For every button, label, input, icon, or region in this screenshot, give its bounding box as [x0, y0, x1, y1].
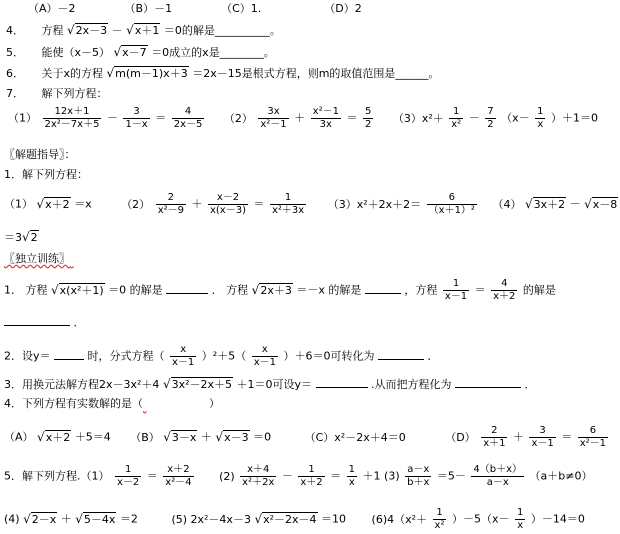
fraction: $\frac{1}{\text{x²}}$: [451, 106, 462, 130]
question-text: 2．设y＝: [4, 349, 51, 363]
radical: √3－x: [163, 429, 197, 444]
question-number: 7．: [6, 87, 24, 100]
radical: √m(m－1)x＋3: [106, 66, 188, 80]
punctuation: ．: [524, 378, 536, 391]
item-label: （1）: [4, 197, 33, 211]
item-label: (2): [219, 469, 235, 483]
operator: ＝: [146, 469, 158, 483]
question-text: ＝0 的解是: [108, 283, 163, 297]
option-label: （D）: [445, 430, 476, 444]
question-4: [6, 22, 281, 38]
operator: ＋: [512, 430, 524, 444]
answer-blank[interactable]: [166, 283, 208, 294]
question-text: ）: [209, 397, 220, 410]
radical: √x＋1: [126, 23, 160, 37]
fraction: $\frac{\text{x²－1}}{3x}$: [312, 106, 339, 130]
question-text: ）＋6＝0可转化为: [283, 349, 375, 363]
radical: √x²－2x－4: [254, 511, 317, 526]
question-text: ，方程: [404, 283, 438, 297]
expression: （3）x²＋2x＋2＝: [327, 197, 422, 211]
radical: √2－x: [23, 511, 57, 526]
option-label: （B）: [130, 430, 160, 444]
expression: ＋5＝4: [74, 430, 111, 444]
fraction: $\frac{1}{x-2}$: [117, 464, 140, 488]
operator: ＝: [346, 111, 358, 125]
radical: √2x－3: [67, 23, 108, 37]
fraction: $\frac{7}{2}$: [487, 106, 494, 130]
radical: √5－4x: [75, 511, 116, 526]
expression: ）－14＝0: [530, 512, 585, 526]
fraction: $\frac{2}{\text{x²－9}}$: [157, 192, 184, 216]
training-question-2: [4, 344, 439, 369]
expression: （a＋b≠0）: [529, 469, 593, 483]
punctuation: ．: [73, 316, 85, 329]
guide-title: [4, 146, 76, 162]
training-question-4: [4, 395, 220, 411]
training-question-5: [4, 464, 593, 489]
question-text: 关于x的方程: [41, 67, 104, 80]
guide-equation-continued: [4, 229, 39, 245]
question-text: 方程: [25, 283, 48, 297]
operator: －: [468, 111, 480, 125]
operator: ＝: [155, 111, 167, 125]
fraction: $\frac{a-x}{b+x}$: [407, 464, 430, 488]
fraction: $\frac{4(b+x)}{a-x}$: [473, 464, 523, 488]
expression: ＝2: [119, 512, 138, 526]
operator: －: [106, 111, 118, 125]
fraction: $\frac{2}{x+1}$: [483, 425, 506, 449]
fraction: $\frac{1}{\text{x²＋3x}}$: [272, 192, 305, 216]
operator: ＝: [253, 197, 265, 211]
option-d: （D）2: [324, 2, 362, 15]
minus-sign: －: [111, 24, 123, 37]
option-label: （C）x²－2x＋4＝0: [304, 430, 406, 444]
fraction: $\frac{3}{x-1}$: [531, 425, 554, 449]
punctuation: ．: [427, 349, 439, 363]
question-7-equations: [8, 106, 598, 131]
operator: －: [281, 469, 293, 483]
question-7: [6, 85, 108, 101]
fraction: $\frac{1}{x}$: [517, 507, 524, 531]
item-label: （2）: [223, 111, 253, 125]
fraction: $\frac{3x}{\text{x²－1}}$: [260, 106, 287, 130]
question-number: 4．: [6, 24, 24, 37]
fraction: $\frac{1}{x}$: [537, 106, 544, 130]
operator: ＋: [60, 512, 72, 526]
operator: ＝: [561, 430, 573, 444]
question-5: [6, 44, 275, 60]
fraction: $\frac{x+2}{\text{x²－4}}$: [165, 464, 192, 488]
operator: ＝: [330, 469, 342, 483]
fraction: $\frac{x}{x-1}$: [172, 344, 195, 368]
operator: ＝: [474, 283, 486, 297]
question-text: ＋1＝0可设y＝: [236, 378, 313, 391]
question-text: ＝0成立的x是________。: [151, 46, 275, 59]
radical: √3x²－2x＋5: [162, 377, 233, 391]
training-question-4-options: [4, 425, 610, 450]
fraction: $\frac{x-2}{x(x-3)}$: [209, 192, 246, 216]
expression: (5) 2x²－4x－3: [171, 512, 251, 526]
question-number: 5．: [6, 46, 24, 59]
answer-blank[interactable]: [365, 283, 401, 294]
expression: ＝3: [4, 231, 22, 244]
question-text: 解下列方程：: [41, 87, 108, 100]
fraction: $\frac{1}{x+2}$: [300, 464, 323, 488]
question-text: .从而把方程化为: [371, 378, 452, 391]
radical: √x－3: [215, 429, 249, 444]
item-label: （4）: [492, 197, 522, 211]
question-number: 6．: [6, 67, 24, 80]
radical: √x＋2: [37, 429, 71, 444]
answer-blank[interactable]: [378, 349, 424, 360]
fraction: $\frac{1}{x}$: [348, 464, 356, 488]
question-text: ＝－x 的解是: [296, 283, 362, 297]
question-text: 方程: [41, 24, 64, 37]
section-heading: 〖解题指导〗：: [4, 148, 76, 161]
fraction: $\frac{3}{1-x}$: [125, 106, 148, 130]
operator: ＋: [191, 197, 203, 211]
operator: ＋: [200, 430, 212, 444]
answer-blank[interactable]: [54, 349, 84, 360]
expression: ）＋1＝0: [550, 111, 598, 125]
expression: ）²＋5（: [201, 349, 247, 363]
item-label: （2）: [121, 197, 151, 211]
fraction: $\frac{5}{2}$: [364, 106, 372, 130]
radical: √x＋2: [36, 196, 70, 211]
section-heading: 〖独立训练〗: [4, 252, 70, 265]
question-text: ． 方程: [211, 283, 249, 297]
item-label: （1）: [8, 111, 37, 125]
option-label: （A）: [4, 430, 34, 444]
expression: （x－: [501, 111, 530, 125]
question-6: [6, 65, 439, 81]
fraction: $\frac{1}{x-1}$: [444, 278, 468, 302]
expression: ＝0: [253, 430, 272, 444]
answer-blank[interactable]: [455, 377, 521, 388]
training-question-1: [4, 278, 556, 303]
operator: －: [569, 197, 581, 211]
fraction: $\frac{12x+1}{\text{2x²－7x＋5}}$: [44, 106, 100, 130]
answer-blank[interactable]: [4, 315, 70, 326]
fraction: $\frac{6}{\text{x²－1}}$: [579, 425, 607, 449]
question-text: 的解是: [522, 283, 556, 297]
radical: √x(x²＋1): [51, 282, 104, 297]
question-text: ＝0的解是__________。: [163, 24, 281, 37]
choice-line: [28, 0, 362, 16]
question-text: 能使（x－5）: [41, 46, 111, 59]
question-text: ＝2x－15是根式方程，则m的取值范围是______。: [192, 67, 440, 80]
guide-subtitle: [4, 166, 88, 182]
question-text: 3．用换元法解方程2x－3x²＋4: [4, 378, 160, 391]
expression: ＝x: [74, 197, 92, 211]
question-text: 4．下列方程有实数解的是（: [4, 397, 143, 410]
option-a: （A）－2: [28, 2, 76, 15]
fraction: $\frac{x+4}{\text{x²＋2x}}$: [242, 464, 275, 488]
guide-equations: [4, 192, 618, 217]
radical: √x－8: [584, 196, 618, 211]
fraction: $\frac{6}{\text{（x＋1）²}}$: [428, 192, 475, 216]
independent-training-title: [4, 250, 260, 266]
section-subheading: 1．解下列方程：: [4, 168, 88, 181]
expression: ＝10: [321, 512, 347, 526]
expression: ＝5－: [436, 469, 466, 483]
radical: √2x＋3: [251, 282, 292, 297]
training-question-5-continued: [4, 507, 585, 532]
option-c: （C）1.: [221, 2, 262, 15]
fraction: $\frac{4}{x+2}$: [493, 278, 516, 302]
answer-blank[interactable]: [143, 397, 209, 410]
item-label: (3): [384, 469, 400, 483]
answer-blank[interactable]: [316, 377, 368, 388]
question-number: 1．: [4, 283, 22, 297]
expression: ＋1: [362, 469, 381, 483]
question-text: 5．解下列方程.（1）: [4, 469, 110, 483]
radical: √3x＋2: [524, 196, 566, 211]
expression: (6)4（x²＋: [371, 512, 428, 526]
training-question-3: [4, 376, 536, 392]
fraction: $\frac{x}{x-1}$: [253, 344, 276, 368]
fraction: $\frac{4}{2x-5}$: [173, 106, 203, 130]
item-label: （3）x²＋: [392, 111, 444, 125]
question-text: 时，分式方程（: [87, 349, 165, 363]
item-label: (4): [4, 512, 20, 526]
radical: √x－7: [113, 45, 147, 59]
training-question-1-continued: [4, 314, 85, 330]
option-b: （B）－1: [124, 2, 173, 15]
fraction: $\frac{1}{\text{x²}}$: [434, 507, 445, 531]
radical: √2: [22, 230, 38, 244]
operator: ＋: [294, 111, 306, 125]
expression: ）－5（x－: [451, 512, 510, 526]
